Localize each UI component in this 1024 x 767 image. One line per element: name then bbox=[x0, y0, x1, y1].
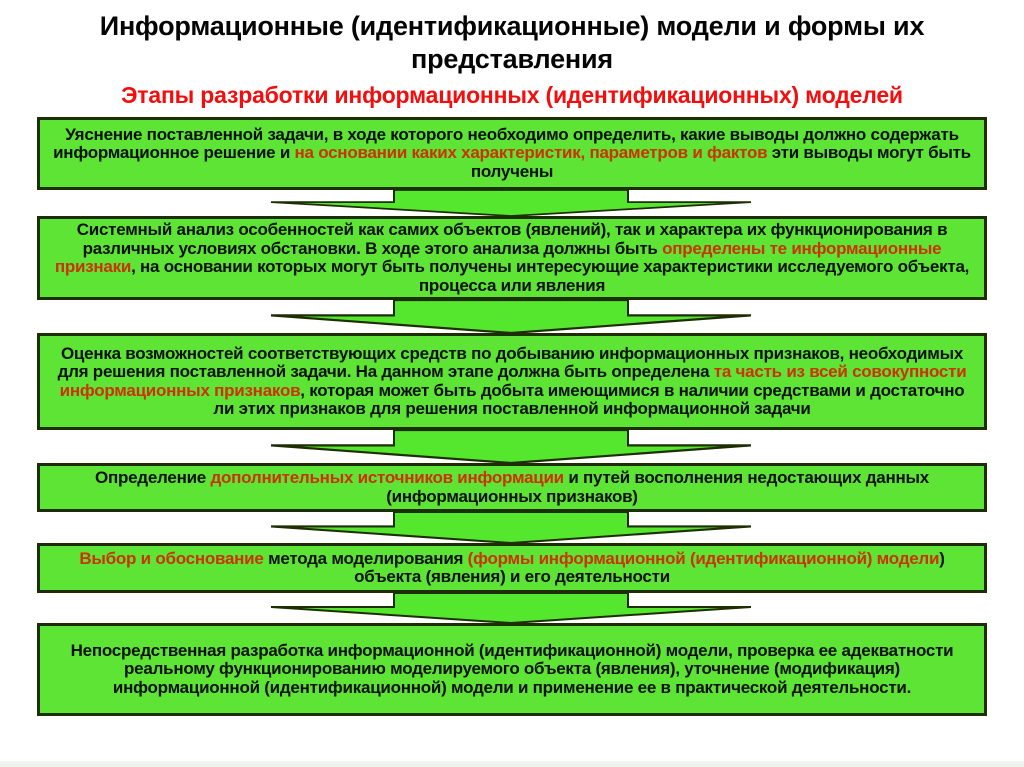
stage-text-1 bbox=[50, 126, 974, 182]
stage-text-highlight: определены те информационные признаки bbox=[54, 238, 942, 277]
stage-text-segment: и путей восполнения недостающих данных (информационных признаков) bbox=[386, 468, 930, 506]
funnel-down-arrow-icon bbox=[37, 430, 987, 463]
funnel-down-arrow-3 bbox=[37, 430, 987, 463]
stage-text-highlight: Выбор и обоснование bbox=[79, 548, 264, 568]
stage-text-3 bbox=[50, 345, 974, 419]
funnel-down-arrow-2 bbox=[37, 300, 987, 333]
funnel-down-arrow-5 bbox=[37, 593, 987, 623]
funnel-down-arrow-icon bbox=[37, 190, 987, 216]
stage-text-segment: Определение bbox=[94, 468, 211, 488]
stage-box-6 bbox=[37, 623, 987, 716]
stage-text-segment: эти выводы могут быть получены bbox=[470, 143, 971, 181]
stage-text-highlight: та часть из всей совокупности информационных признаков bbox=[59, 362, 967, 400]
stage-text-segment: , на основании которых могут быть получены интересующие характеристики исследуемого объекта, процесса или явления bbox=[131, 257, 970, 295]
stage-text-highlight: на основании каких характеристик, параметров и фактов bbox=[294, 143, 768, 163]
stage-text-highlight: дополнительных источников информации bbox=[210, 468, 564, 488]
stage-box-5 bbox=[37, 543, 987, 593]
stage-text-6 bbox=[50, 642, 974, 698]
stage-box-1 bbox=[37, 117, 987, 190]
stage-text-segment: метода моделирования bbox=[263, 548, 468, 568]
funnel-down-arrow-icon bbox=[37, 593, 987, 623]
stage-text-2 bbox=[50, 221, 974, 295]
page-title: Информационные (идентификационные) модели и формы их представления bbox=[99, 11, 925, 74]
stage-box-4 bbox=[37, 463, 987, 512]
stage-text-segment: Непосредственная разработка информационной (идентификационной) модели, проверка ее адекватности реальному функционированию моделируемого объекта (явления), уточнение (модификация) информационной (идентификационной) модели и применение ее в практической деятельности. bbox=[70, 640, 954, 697]
stage-box-3 bbox=[37, 333, 987, 430]
funnel-down-arrow-icon bbox=[37, 512, 987, 543]
stage-text-segment: ) объекта (явления) и его деятельности bbox=[354, 548, 945, 587]
stage-text-segment: Системный анализ особенностей как самих объектов (явлений), так и характера их функционирования в различных условиях обстановки. В ходе этого анализа должны быть bbox=[76, 220, 948, 258]
slide-bottom-strip bbox=[0, 761, 1024, 767]
stage-text-highlight: (формы информационной (идентификационной) модели bbox=[467, 548, 940, 568]
funnel-down-arrow-1 bbox=[37, 190, 987, 216]
funnel-down-arrow-4 bbox=[37, 512, 987, 543]
slide-subtitle: Этапы разработки информационных (идентификационных) моделей bbox=[121, 81, 903, 108]
stage-text-segment: Уяснение поставленной задачи, в ходе которого необходимо определить, какие выводы должно содержать информационное решение и bbox=[53, 124, 959, 163]
stage-text-4 bbox=[50, 469, 974, 506]
stage-box-2 bbox=[37, 216, 987, 300]
stage-text-segment: Оценка возможностей соответствующих средств по добыванию информационных признаков, необходимых для решения поставленной задачи. На данном этапе должна быть определена bbox=[57, 343, 964, 382]
stage-text-5 bbox=[50, 550, 974, 587]
stage-text-segment: , которая может быть добыта имеющимися в наличии средствами и достаточно ли этих признаков для решения поставленной информационной задачи bbox=[213, 380, 965, 419]
funnel-down-arrow-icon bbox=[37, 300, 987, 333]
stages-flow bbox=[37, 117, 987, 716]
